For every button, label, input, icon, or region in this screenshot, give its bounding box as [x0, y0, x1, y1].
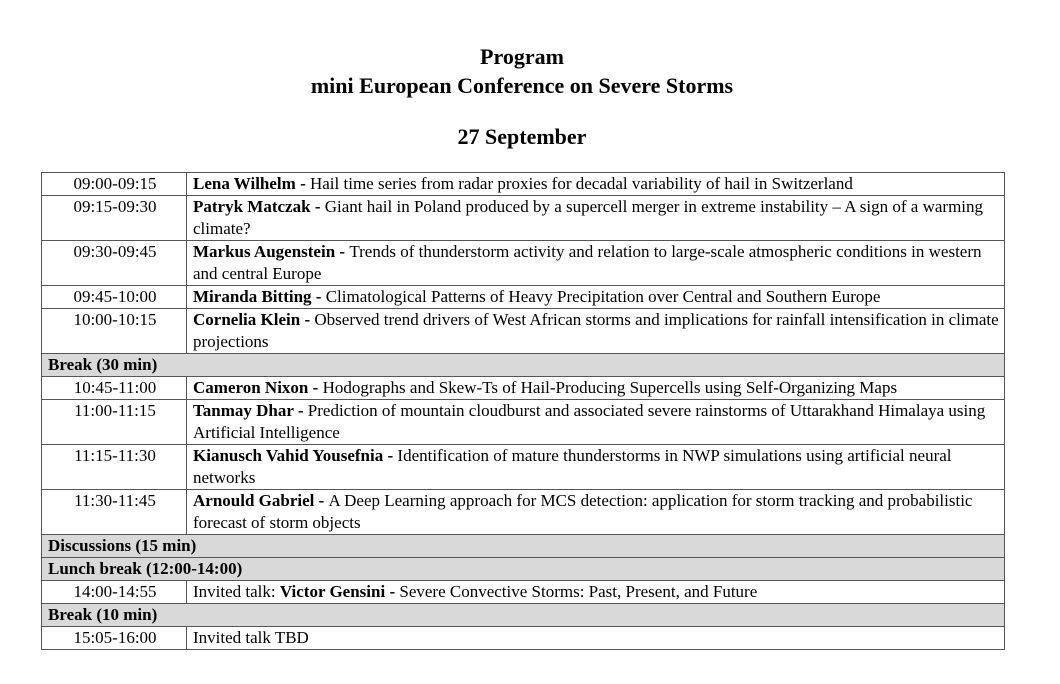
talk-time: 09:45-10:00 — [42, 286, 187, 309]
talk-time: 10:45-11:00 — [42, 377, 187, 400]
talk-time: 09:30-09:45 — [42, 241, 187, 286]
talk-description — [187, 241, 1005, 286]
separator: - — [308, 378, 323, 397]
separator: - — [300, 310, 315, 329]
talk-description — [187, 445, 1005, 490]
talk-row — [42, 286, 1005, 309]
talk-row — [42, 377, 1005, 400]
speaker-name: Markus Augenstein — [193, 242, 336, 261]
schedule-table — [41, 172, 1005, 650]
talk-time: 09:00-09:15 — [42, 173, 187, 196]
break-row — [42, 558, 1005, 581]
talk-time: 11:00-11:15 — [42, 400, 187, 445]
talk-row — [42, 173, 1005, 196]
separator: - — [311, 287, 326, 306]
separator: - — [383, 446, 398, 465]
schedule-body — [42, 173, 1005, 650]
separator: - — [385, 582, 400, 601]
talk-title: Observed trend drivers of West African storms and implications for rainfall intensification in climate projections — [193, 310, 999, 351]
talk-time: 10:00-10:15 — [42, 309, 187, 354]
talk-time: 14:00-14:55 — [42, 581, 187, 604]
talk-time: 11:30-11:45 — [42, 490, 187, 535]
break-row — [42, 535, 1005, 558]
talk-title: A Deep Learning approach for MCS detection: application for storm tracking and probabilistic forecast of storm objects — [193, 491, 973, 532]
speaker-name: Miranda Bitting — [193, 287, 312, 306]
break-label: Break (30 min) — [42, 354, 1005, 377]
separator: - — [310, 197, 325, 216]
break-row — [42, 354, 1005, 377]
program-heading: Program — [480, 44, 564, 69]
talk-row — [42, 400, 1005, 445]
talk-description — [187, 196, 1005, 241]
talk-description — [187, 581, 1005, 604]
talk-row — [42, 309, 1005, 354]
talk-title: Invited talk TBD — [193, 628, 309, 647]
talk-row — [42, 581, 1005, 604]
talk-time: 09:15-09:30 — [42, 196, 187, 241]
separator: - — [293, 401, 308, 420]
break-label: Discussions (15 min) — [42, 535, 1005, 558]
talk-title: Hail time series from radar proxies for decadal variability of hail in Switzerland — [309, 174, 853, 193]
talk-title: Hodographs and Skew-Ts of Hail-Producing Supercells using Self-Organizing Maps — [322, 378, 898, 397]
talk-title: Giant hail in Poland produced by a supercell merger in extreme instability – A sign of a warming climate? — [193, 197, 984, 238]
speaker-name: Victor Gensini — [279, 582, 386, 601]
speaker-name: Cameron Nixon — [193, 378, 309, 397]
talk-row — [42, 241, 1005, 286]
talk-description — [187, 377, 1005, 400]
talk-title: Prediction of mountain cloudburst and associated severe rainstorms of Uttarakhand Himalaya using Artificial Intelligence — [193, 401, 986, 442]
break-label: Lunch break (12:00-14:00) — [42, 558, 1005, 581]
speaker-name: Lena Wilhelm — [193, 174, 296, 193]
talk-row — [42, 196, 1005, 241]
talk-description — [187, 309, 1005, 354]
talk-description — [187, 490, 1005, 535]
conference-title: mini European Conference on Severe Storms — [310, 73, 734, 98]
break-row — [42, 604, 1005, 627]
talk-title: Identification of mature thunderstorms in NWP simulations using artificial neural networks — [193, 446, 952, 487]
speaker-name: Patryk Matczak — [193, 197, 311, 216]
talk-prefix: Invited talk: — [193, 582, 280, 601]
talk-title: Severe Convective Storms: Past, Present, and Future — [399, 582, 758, 601]
talk-title: Trends of thunderstorm activity and relation to large-scale atmospheric conditions in western and central Europe — [193, 242, 982, 283]
talk-row — [42, 490, 1005, 535]
talk-time: 11:15-11:30 — [42, 445, 187, 490]
talk-description — [187, 627, 1005, 650]
separator: - — [314, 491, 329, 510]
speaker-name: Cornelia Klein — [193, 310, 301, 329]
speaker-name: Tanmay Dhar — [193, 401, 294, 420]
separator: - — [335, 242, 350, 261]
talk-row — [42, 445, 1005, 490]
separator: - — [295, 174, 310, 193]
talk-time: 15:05-16:00 — [42, 627, 187, 650]
talk-title: Climatological Patterns of Heavy Precipitation over Central and Southern Europe — [325, 287, 881, 306]
speaker-name: Arnould Gabriel — [193, 491, 315, 510]
speaker-name: Kianusch Vahid Yousefnia — [193, 446, 384, 465]
talk-description — [187, 286, 1005, 309]
session-date: 27 September — [457, 124, 587, 149]
break-label: Break (10 min) — [42, 604, 1005, 627]
talk-description — [187, 400, 1005, 445]
talk-row — [42, 627, 1005, 650]
talk-description — [187, 173, 1005, 196]
